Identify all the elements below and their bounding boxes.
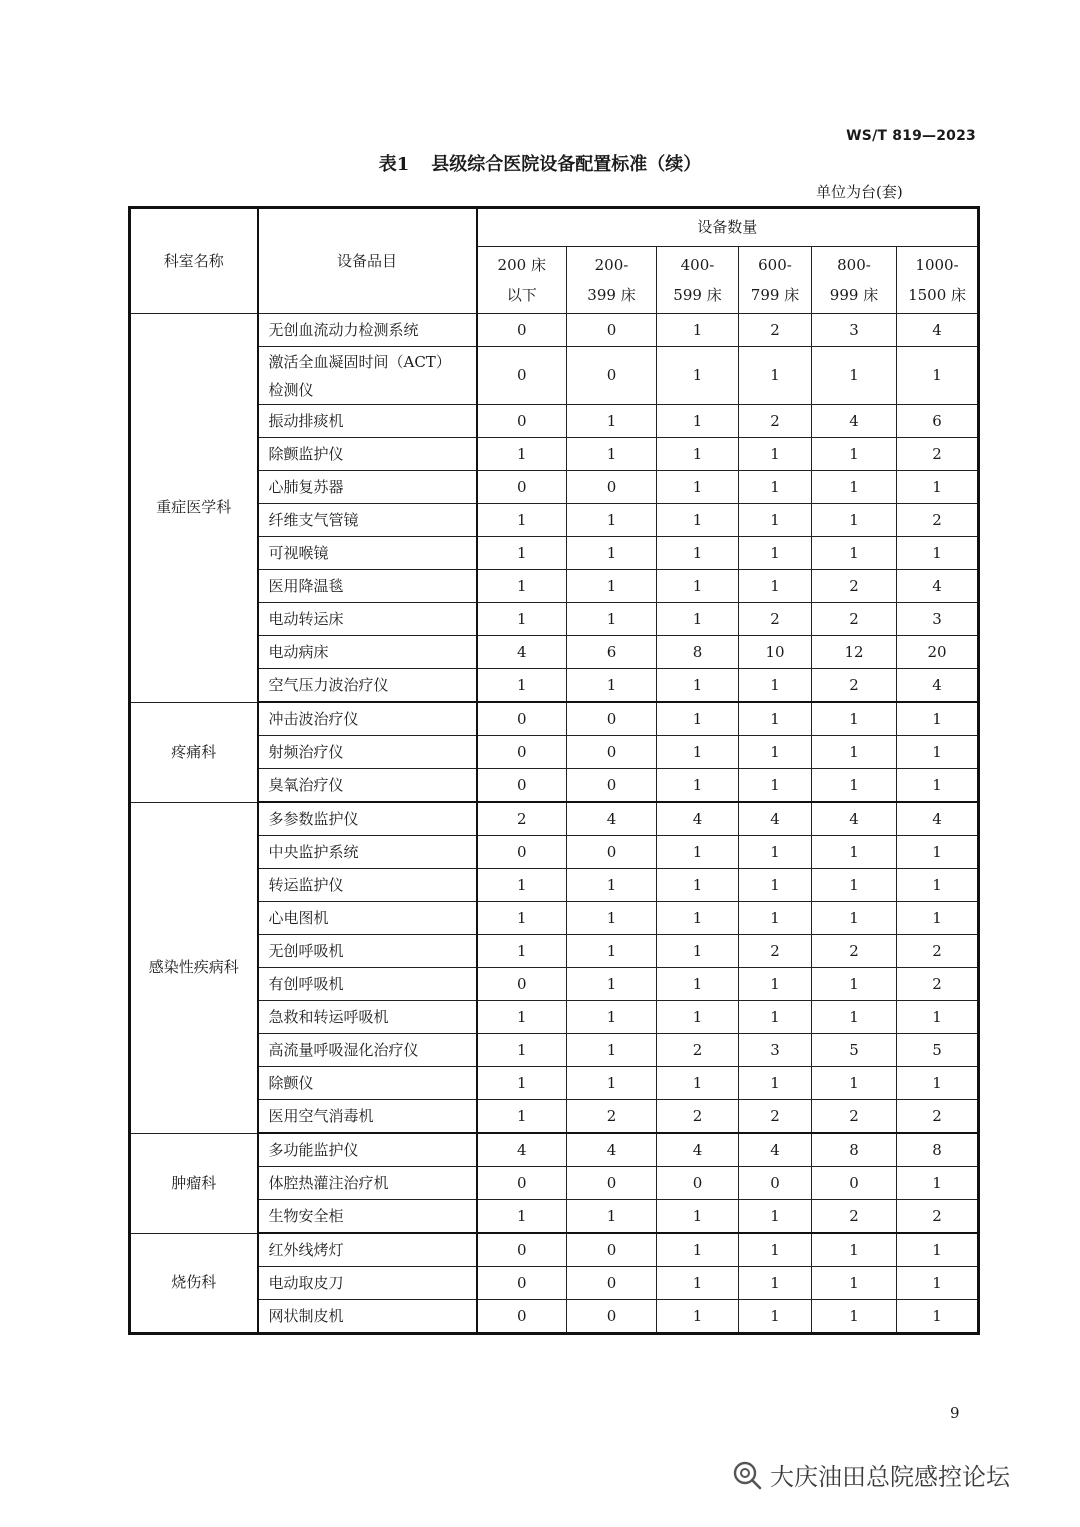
equipment-item xyxy=(258,736,477,769)
quantity-cell: 1 xyxy=(657,736,739,769)
quantity-cell: 8 xyxy=(812,1133,897,1167)
quantity-cell: 1 xyxy=(897,736,979,769)
quantity-cell: 1 xyxy=(657,1067,739,1100)
quantity-cell: 20 xyxy=(897,636,979,669)
quantity-cell: 4 xyxy=(477,636,567,669)
equipment-item xyxy=(258,802,477,836)
quantity-cell: 1 xyxy=(567,968,657,1001)
quantity-cell: 1 xyxy=(812,438,897,471)
equipment-item xyxy=(258,702,477,736)
quantity-cell: 1 xyxy=(897,347,979,405)
quantity-cell: 1 xyxy=(897,902,979,935)
quantity-cell: 1 xyxy=(477,1200,567,1234)
table-row xyxy=(130,968,979,1001)
quantity-cell: 1 xyxy=(739,537,812,570)
equipment-item-line: 冲击波治疗仪 xyxy=(268,710,359,728)
table-row xyxy=(130,1233,979,1267)
dept-name: 重症医学科 xyxy=(130,314,258,703)
quantity-cell: 4 xyxy=(477,1133,567,1167)
quantity-cell: 1 xyxy=(739,968,812,1001)
header-beds-400-599: 400- 599 床 xyxy=(657,247,739,314)
quantity-cell: 1 xyxy=(477,669,567,703)
equipment-item-line: 激活全血凝固时间（ACT） xyxy=(268,352,451,371)
table-row xyxy=(130,1034,979,1067)
quantity-cell: 1 xyxy=(739,1267,812,1300)
quantity-cell: 1 xyxy=(657,347,739,405)
quantity-cell: 1 xyxy=(567,570,657,603)
quantity-cell: 1 xyxy=(657,537,739,570)
equipment-item xyxy=(258,504,477,537)
equipment-item xyxy=(258,1300,477,1334)
quantity-cell: 5 xyxy=(897,1034,979,1067)
equipment-item xyxy=(258,1167,477,1200)
quantity-cell: 1 xyxy=(657,1300,739,1334)
quantity-cell: 0 xyxy=(477,736,567,769)
quantity-cell: 1 xyxy=(657,314,739,347)
equipment-item-line: 红外线烤灯 xyxy=(268,1241,344,1259)
quantity-cell: 1 xyxy=(477,537,567,570)
table-row xyxy=(130,1133,979,1167)
quantity-cell: 2 xyxy=(739,314,812,347)
header-beds-1000-1500: 1000- 1500 床 xyxy=(897,247,979,314)
equipment-item xyxy=(258,636,477,669)
dept-name: 肿瘤科 xyxy=(130,1133,258,1233)
quantity-cell: 1 xyxy=(567,1067,657,1100)
quantity-cell: 0 xyxy=(477,1300,567,1334)
quantity-cell: 1 xyxy=(567,1001,657,1034)
quantity-cell: 1 xyxy=(739,769,812,803)
equipment-item-line: 体腔热灌注治疗机 xyxy=(268,1174,389,1192)
quantity-cell: 0 xyxy=(477,836,567,869)
quantity-cell: 4 xyxy=(657,1133,739,1167)
quantity-cell: 4 xyxy=(897,570,979,603)
equipment-item xyxy=(258,314,477,347)
quantity-cell: 1 xyxy=(739,471,812,504)
watermark-text: 大庆油田总院感控论坛 xyxy=(770,1463,1010,1491)
quantity-cell: 1 xyxy=(812,1300,897,1334)
quantity-cell: 6 xyxy=(897,405,979,438)
quantity-cell: 0 xyxy=(567,736,657,769)
quantity-cell: 1 xyxy=(477,1001,567,1034)
table-row xyxy=(130,405,979,438)
quantity-cell: 1 xyxy=(657,1200,739,1234)
quantity-cell: 0 xyxy=(477,1267,567,1300)
quantity-cell: 1 xyxy=(567,1200,657,1234)
table-row xyxy=(130,702,979,736)
equipment-item-line: 无创呼吸机 xyxy=(268,942,344,960)
quantity-cell: 1 xyxy=(657,968,739,1001)
table-row xyxy=(130,902,979,935)
quantity-cell: 4 xyxy=(897,669,979,703)
table-row xyxy=(130,603,979,636)
table-row xyxy=(130,836,979,869)
quantity-cell: 1 xyxy=(477,1100,567,1134)
quantity-cell: 2 xyxy=(897,968,979,1001)
quantity-cell: 1 xyxy=(897,1001,979,1034)
quantity-cell: 1 xyxy=(897,1067,979,1100)
quantity-cell: 1 xyxy=(739,1067,812,1100)
equipment-item-line: 心电图机 xyxy=(268,909,329,927)
wechat-search-icon xyxy=(730,1458,764,1492)
quantity-cell: 0 xyxy=(567,836,657,869)
quantity-cell: 0 xyxy=(567,702,657,736)
quantity-cell: 8 xyxy=(657,636,739,669)
table-row xyxy=(130,769,979,803)
table-row xyxy=(130,935,979,968)
quantity-cell: 2 xyxy=(812,1200,897,1234)
equipment-table xyxy=(128,206,980,1335)
equipment-item-line: 多功能监护仪 xyxy=(268,1141,359,1159)
equipment-item xyxy=(258,968,477,1001)
equipment-item-line: 振动排痰机 xyxy=(268,412,344,430)
quantity-cell: 1 xyxy=(657,702,739,736)
quantity-cell: 0 xyxy=(477,314,567,347)
equipment-item xyxy=(258,1067,477,1100)
equipment-item-line: 转运监护仪 xyxy=(268,876,344,894)
quantity-cell: 1 xyxy=(657,1001,739,1034)
quantity-cell: 1 xyxy=(739,1233,812,1267)
quantity-cell: 1 xyxy=(812,836,897,869)
quantity-cell: 1 xyxy=(657,935,739,968)
quantity-cell: 1 xyxy=(812,347,897,405)
quantity-cell: 1 xyxy=(477,438,567,471)
quantity-cell: 1 xyxy=(812,769,897,803)
quantity-cell: 4 xyxy=(897,314,979,347)
quantity-cell: 1 xyxy=(897,836,979,869)
equipment-item xyxy=(258,405,477,438)
quantity-cell: 0 xyxy=(812,1167,897,1200)
quantity-cell: 2 xyxy=(897,438,979,471)
quantity-cell: 2 xyxy=(477,802,567,836)
quantity-cell: 0 xyxy=(567,471,657,504)
equipment-item xyxy=(258,769,477,803)
quantity-cell: 1 xyxy=(812,504,897,537)
quantity-cell: 1 xyxy=(897,1267,979,1300)
quantity-cell: 1 xyxy=(812,1067,897,1100)
quantity-cell: 1 xyxy=(657,504,739,537)
quantity-cell: 4 xyxy=(567,802,657,836)
equipment-item xyxy=(258,836,477,869)
quantity-cell: 0 xyxy=(739,1167,812,1200)
header-beds-800-999: 800- 999 床 xyxy=(812,247,897,314)
watermark xyxy=(730,1457,1010,1492)
quantity-cell: 0 xyxy=(477,1233,567,1267)
quantity-cell: 1 xyxy=(897,702,979,736)
equipment-item xyxy=(258,869,477,902)
quantity-cell: 1 xyxy=(897,1167,979,1200)
table-row xyxy=(130,869,979,902)
quantity-cell: 1 xyxy=(477,1067,567,1100)
table-row xyxy=(130,1001,979,1034)
equipment-item-line: 除颤监护仪 xyxy=(268,445,344,463)
table-body xyxy=(130,314,979,1334)
quantity-cell: 1 xyxy=(897,1233,979,1267)
quantity-cell: 1 xyxy=(657,1233,739,1267)
quantity-cell: 2 xyxy=(897,935,979,968)
quantity-cell: 0 xyxy=(477,769,567,803)
equipment-item xyxy=(258,1267,477,1300)
equipment-item xyxy=(258,1133,477,1167)
quantity-cell: 2 xyxy=(739,405,812,438)
equipment-item-line: 臭氧治疗仪 xyxy=(268,776,344,794)
quantity-cell: 0 xyxy=(567,1300,657,1334)
dept-name: 疼痛科 xyxy=(130,702,258,802)
quantity-cell: 1 xyxy=(477,1034,567,1067)
table-row xyxy=(130,504,979,537)
equipment-item xyxy=(258,935,477,968)
quantity-cell: 12 xyxy=(812,636,897,669)
quantity-cell: 1 xyxy=(897,869,979,902)
equipment-item-line: 射频治疗仪 xyxy=(268,743,344,761)
table-row xyxy=(130,1100,979,1134)
equipment-item-line: 无创血流动力检测系统 xyxy=(268,321,419,339)
quantity-cell: 1 xyxy=(657,769,739,803)
quantity-cell: 1 xyxy=(477,935,567,968)
quantity-cell: 0 xyxy=(567,769,657,803)
quantity-cell: 1 xyxy=(567,438,657,471)
quantity-cell: 2 xyxy=(739,935,812,968)
quantity-cell: 1 xyxy=(477,869,567,902)
quantity-cell: 2 xyxy=(812,935,897,968)
quantity-cell: 1 xyxy=(812,736,897,769)
quantity-cell: 1 xyxy=(567,537,657,570)
quantity-cell: 1 xyxy=(812,1267,897,1300)
quantity-cell: 2 xyxy=(739,1100,812,1134)
quantity-cell: 1 xyxy=(739,1001,812,1034)
quantity-cell: 1 xyxy=(567,405,657,438)
quantity-cell: 1 xyxy=(477,504,567,537)
header-beds-200-below: 200 床 以下 xyxy=(477,247,567,314)
table-row xyxy=(130,438,979,471)
quantity-cell: 1 xyxy=(739,902,812,935)
equipment-item xyxy=(258,1001,477,1034)
quantity-cell: 1 xyxy=(657,405,739,438)
equipment-item-line: 可视喉镜 xyxy=(268,544,329,562)
equipment-item xyxy=(258,1100,477,1134)
quantity-cell: 1 xyxy=(739,736,812,769)
quantity-cell: 1 xyxy=(657,1267,739,1300)
table-title xyxy=(0,150,1080,176)
quantity-cell: 0 xyxy=(567,347,657,405)
table-row xyxy=(130,1067,979,1100)
table-row xyxy=(130,471,979,504)
quantity-cell: 2 xyxy=(812,603,897,636)
dept-name: 烧伤科 xyxy=(130,1233,258,1334)
equipment-item xyxy=(258,570,477,603)
quantity-cell: 1 xyxy=(567,603,657,636)
quantity-cell: 1 xyxy=(739,869,812,902)
quantity-cell: 1 xyxy=(812,869,897,902)
page-number: 9 xyxy=(950,1404,960,1422)
equipment-item xyxy=(258,669,477,703)
quantity-cell: 0 xyxy=(477,347,567,405)
standard-code: WS/T 819—2023 xyxy=(846,128,976,144)
quantity-cell: 4 xyxy=(812,405,897,438)
quantity-cell: 1 xyxy=(739,836,812,869)
table-row xyxy=(130,1200,979,1234)
quantity-cell: 2 xyxy=(897,1200,979,1234)
equipment-item-line: 除颤仪 xyxy=(268,1074,314,1092)
quantity-cell: 1 xyxy=(477,603,567,636)
header-beds-600-799: 600- 799 床 xyxy=(739,247,812,314)
quantity-cell: 3 xyxy=(812,314,897,347)
quantity-cell: 0 xyxy=(477,1167,567,1200)
quantity-cell: 1 xyxy=(567,869,657,902)
quantity-cell: 3 xyxy=(897,603,979,636)
equipment-item xyxy=(258,1034,477,1067)
quantity-cell: 1 xyxy=(567,669,657,703)
quantity-cell: 1 xyxy=(812,968,897,1001)
quantity-cell: 4 xyxy=(739,1133,812,1167)
quantity-cell: 0 xyxy=(567,1233,657,1267)
table-row xyxy=(130,314,979,347)
quantity-cell: 1 xyxy=(739,438,812,471)
table-row xyxy=(130,669,979,703)
equipment-item xyxy=(258,1233,477,1267)
quantity-cell: 1 xyxy=(897,769,979,803)
quantity-cell: 1 xyxy=(567,935,657,968)
quantity-cell: 1 xyxy=(477,570,567,603)
header-item: 设备品目 xyxy=(258,208,477,314)
quantity-cell: 1 xyxy=(739,347,812,405)
equipment-item xyxy=(258,471,477,504)
quantity-cell: 2 xyxy=(897,1100,979,1134)
quantity-cell: 6 xyxy=(567,636,657,669)
quantity-cell: 1 xyxy=(567,1034,657,1067)
quantity-cell: 1 xyxy=(739,669,812,703)
quantity-cell: 1 xyxy=(812,537,897,570)
quantity-cell: 0 xyxy=(657,1167,739,1200)
quantity-cell: 1 xyxy=(657,669,739,703)
equipment-item xyxy=(258,902,477,935)
quantity-cell: 1 xyxy=(897,1300,979,1334)
quantity-cell: 1 xyxy=(739,1300,812,1334)
quantity-cell: 1 xyxy=(657,471,739,504)
quantity-cell: 8 xyxy=(897,1133,979,1167)
equipment-item xyxy=(258,1200,477,1234)
quantity-cell: 1 xyxy=(812,902,897,935)
header-beds-200-399: 200- 399 床 xyxy=(567,247,657,314)
table-row xyxy=(130,1267,979,1300)
quantity-cell: 5 xyxy=(812,1034,897,1067)
quantity-cell: 0 xyxy=(567,1167,657,1200)
quantity-cell: 2 xyxy=(567,1100,657,1134)
quantity-cell: 1 xyxy=(812,1001,897,1034)
table-row xyxy=(130,736,979,769)
equipment-item-line: 医用降温毯 xyxy=(268,577,344,595)
equipment-item-line: 空气压力波治疗仪 xyxy=(268,676,389,694)
quantity-cell: 1 xyxy=(812,1233,897,1267)
equipment-item-line: 中央监护系统 xyxy=(268,843,359,861)
quantity-cell: 0 xyxy=(477,405,567,438)
quantity-cell: 1 xyxy=(812,702,897,736)
table-label: 表1 xyxy=(378,154,410,175)
equipment-item-line: 心肺复苏器 xyxy=(268,478,344,496)
equipment-item xyxy=(258,438,477,471)
quantity-cell: 1 xyxy=(567,902,657,935)
header-dept: 科室名称 xyxy=(130,208,258,314)
equipment-item-line: 纤维支气管镜 xyxy=(268,511,359,529)
quantity-cell: 1 xyxy=(657,570,739,603)
quantity-cell: 1 xyxy=(477,902,567,935)
quantity-cell: 1 xyxy=(739,1200,812,1234)
quantity-cell: 3 xyxy=(739,1034,812,1067)
quantity-cell: 4 xyxy=(897,802,979,836)
quantity-cell: 10 xyxy=(739,636,812,669)
equipment-item-line: 多参数监护仪 xyxy=(268,810,359,828)
quantity-cell: 4 xyxy=(812,802,897,836)
quantity-cell: 1 xyxy=(657,603,739,636)
quantity-cell: 0 xyxy=(477,968,567,1001)
equipment-item-line: 检测仪 xyxy=(268,380,314,399)
quantity-cell: 1 xyxy=(739,702,812,736)
equipment-item-line: 电动病床 xyxy=(268,643,329,661)
quantity-cell: 2 xyxy=(657,1034,739,1067)
quantity-cell: 2 xyxy=(812,570,897,603)
equipment-item-line: 生物安全柜 xyxy=(268,1207,344,1225)
quantity-cell: 1 xyxy=(657,438,739,471)
quantity-cell: 4 xyxy=(739,802,812,836)
equipment-item-line: 医用空气消毒机 xyxy=(268,1107,374,1125)
quantity-cell: 1 xyxy=(897,537,979,570)
quantity-cell: 1 xyxy=(657,869,739,902)
quantity-cell: 1 xyxy=(812,471,897,504)
equipment-item xyxy=(258,603,477,636)
table-row xyxy=(130,802,979,836)
table-row xyxy=(130,636,979,669)
quantity-cell: 2 xyxy=(657,1100,739,1134)
table-row xyxy=(130,570,979,603)
quantity-cell: 1 xyxy=(567,504,657,537)
dept-name: 感染性疾病科 xyxy=(130,802,258,1133)
quantity-cell: 0 xyxy=(567,1267,657,1300)
table-title-text: 县级综合医院设备配置标准（续） xyxy=(431,154,702,175)
table-row xyxy=(130,1300,979,1334)
quantity-cell: 0 xyxy=(567,314,657,347)
equipment-item-line: 急救和转运呼吸机 xyxy=(268,1008,389,1026)
equipment-item xyxy=(258,537,477,570)
equipment-item-line: 网状制皮机 xyxy=(268,1307,344,1325)
equipment-item-line: 高流量呼吸湿化治疗仪 xyxy=(268,1041,419,1059)
quantity-cell: 2 xyxy=(739,603,812,636)
equipment-item xyxy=(258,347,477,405)
quantity-cell: 4 xyxy=(657,802,739,836)
table-row xyxy=(130,347,979,405)
quantity-cell: 1 xyxy=(657,902,739,935)
equipment-item-line: 电动转运床 xyxy=(268,610,344,628)
quantity-cell: 0 xyxy=(477,471,567,504)
quantity-cell: 1 xyxy=(739,570,812,603)
equipment-item-line: 有创呼吸机 xyxy=(268,975,344,993)
quantity-cell: 1 xyxy=(739,504,812,537)
unit-note: 单位为台(套) xyxy=(816,183,903,201)
quantity-cell: 4 xyxy=(567,1133,657,1167)
quantity-cell: 2 xyxy=(897,504,979,537)
table-row xyxy=(130,537,979,570)
header-quantity: 设备数量 xyxy=(477,208,979,247)
equipment-item-line: 电动取皮刀 xyxy=(268,1274,344,1292)
table-row xyxy=(130,1167,979,1200)
quantity-cell: 1 xyxy=(897,471,979,504)
quantity-cell: 0 xyxy=(477,702,567,736)
quantity-cell: 2 xyxy=(812,1100,897,1134)
quantity-cell: 1 xyxy=(657,836,739,869)
quantity-cell: 2 xyxy=(812,669,897,703)
